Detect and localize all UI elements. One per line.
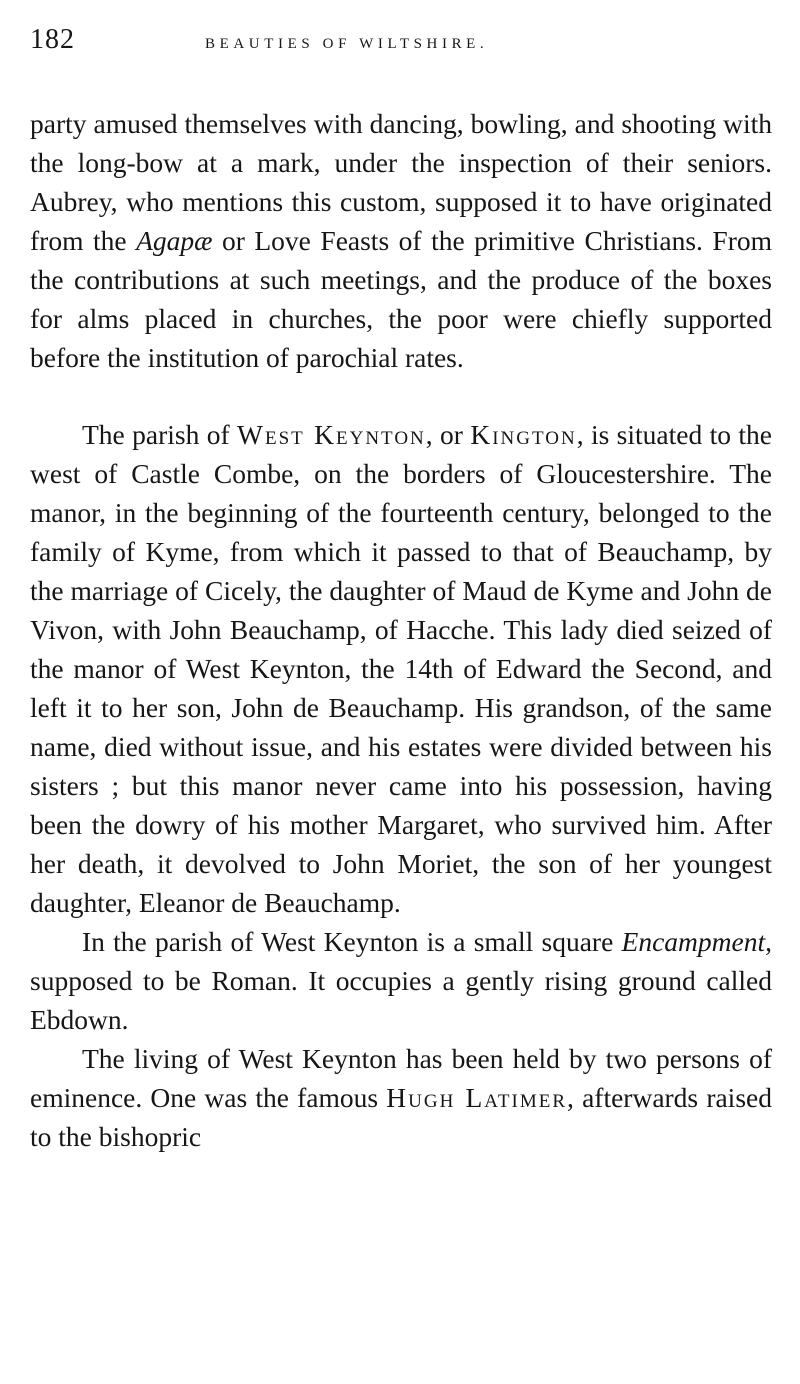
running-title: BEAUTIES OF WILTSHIRE. bbox=[205, 36, 489, 52]
text-run: party amused themselves with dancing, bowling, and shooting with the long-bow at a mark, under the inspection of their seniors. Aubrey, who mentions this custom, supposed it to have originated from the bbox=[30, 108, 772, 256]
page-number: 182 bbox=[30, 24, 75, 55]
page-header bbox=[30, 24, 772, 64]
text-run: , afterwards raised to the bishopric bbox=[30, 1082, 772, 1152]
paragraph-encampment bbox=[30, 922, 772, 1039]
text-run: or Love Feasts of the primitive Christians. From the contributions at such meetings, and the produce of the boxes for alms placed in churches, the poor were chiefly supported before the institution of parochial rates. bbox=[30, 225, 772, 373]
text-run: , supposed to be Roman. It occupies a gently rising ground called Ebdown. bbox=[30, 926, 772, 1035]
text-run: , is situated to the west of Castle Combe, on the borders of Gloucestershire. The manor, in the beginning of the fourteenth century, belonged to the family of Kyme, from which it passed to that of Beauchamp, by the marriage of Cicely, the daughter of Maud de Kyme and John de Vivon, with John Beauchamp, of Hacche. This lady died seized of the manor of West Keynton, the 14th of Edward the Second, and left it to her son, John de Beauchamp. His grandson, of the same name, died without issue, and his estates were divided between his sisters ; but this manor never came into his possession, having been the dowry of his mother Margaret, who survived him. After her death, it devolved to John Moriet, the son of her youngest daughter, Eleanor de Beauchamp. bbox=[30, 419, 772, 918]
paragraph-living bbox=[30, 1039, 772, 1156]
text-run: The living of West Keynton has been held by two persons of eminence. One was the famous bbox=[30, 1043, 772, 1113]
small-caps-west-keynton: West Keynton bbox=[237, 419, 426, 450]
paragraph-feasts bbox=[30, 104, 772, 377]
small-caps-kington: Kington bbox=[470, 419, 577, 450]
italic-term-encampment: Encampment bbox=[621, 926, 766, 957]
text-run: The parish of bbox=[82, 419, 238, 450]
text-run: In the parish of West Keynton is a small square bbox=[82, 926, 622, 957]
paragraph-west-keynton bbox=[30, 415, 772, 922]
book-page bbox=[30, 24, 772, 1156]
text-run: , or bbox=[425, 419, 471, 450]
italic-term-agapae: Agapæ bbox=[136, 225, 213, 256]
small-caps-hugh-latimer: Hugh Latimer bbox=[386, 1082, 568, 1113]
